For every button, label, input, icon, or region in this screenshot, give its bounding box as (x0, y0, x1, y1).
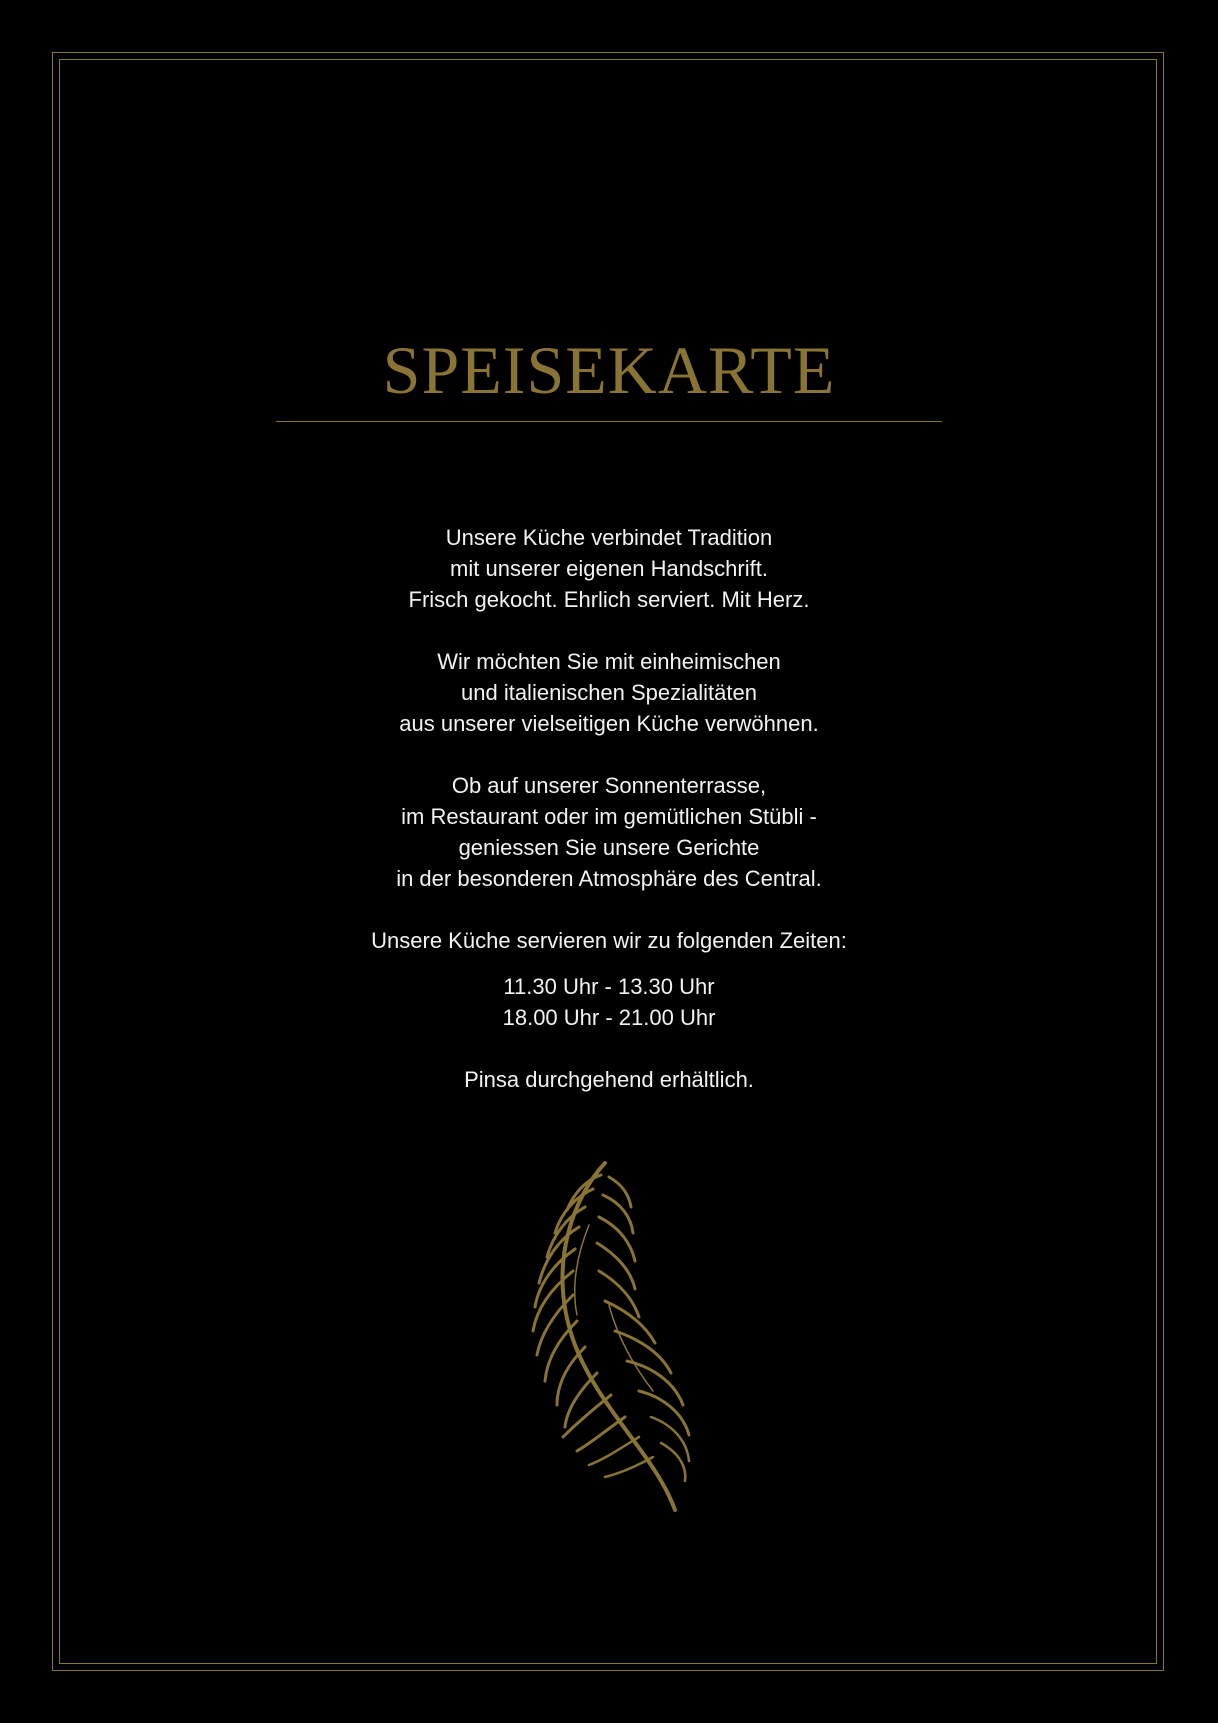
intro-line: Ob auf unserer Sonnenterrasse, (451, 773, 767, 798)
kitchen-hours-heading (0, 925, 1218, 956)
intro-text (0, 522, 1218, 1126)
feather-icon (505, 1155, 715, 1515)
intro-line: Unsere Küche verbindet Tradition (445, 525, 773, 550)
kitchen-hours (0, 971, 1218, 1033)
intro-line: und italienischen Spezialitäten (461, 680, 757, 705)
menu-title: SPEISEKARTE (382, 332, 836, 408)
intro-paragraph-atmosphere (0, 770, 1218, 894)
intro-paragraph-specialities (0, 646, 1218, 739)
intro-line: in der besonderen Atmosphäre des Central. (396, 866, 822, 891)
pinsa-note (0, 1064, 1218, 1095)
intro-line: Wir möchten Sie mit einheimischen (437, 649, 781, 674)
title-divider (276, 421, 942, 422)
intro-line: aus unserer vielseitigen Küche verwöhnen. (399, 711, 819, 736)
intro-line: mit unserer eigenen Handschrift. (450, 556, 768, 581)
intro-line: Unsere Küche servieren wir zu folgenden Zeiten: (371, 928, 847, 953)
intro-line: geniessen Sie unsere Gerichte (458, 835, 760, 860)
hours-line: 18.00 Uhr - 21.00 Uhr (502, 1005, 716, 1030)
intro-line: Frisch gekocht. Ehrlich serviert. Mit Herz. (408, 587, 810, 612)
intro-paragraph-tradition (0, 522, 1218, 615)
intro-line: Pinsa durchgehend erhältlich. (464, 1067, 754, 1092)
intro-line: im Restaurant oder im gemütlichen Stübli - (401, 804, 817, 829)
hours-line: 11.30 Uhr - 13.30 Uhr (503, 974, 715, 999)
